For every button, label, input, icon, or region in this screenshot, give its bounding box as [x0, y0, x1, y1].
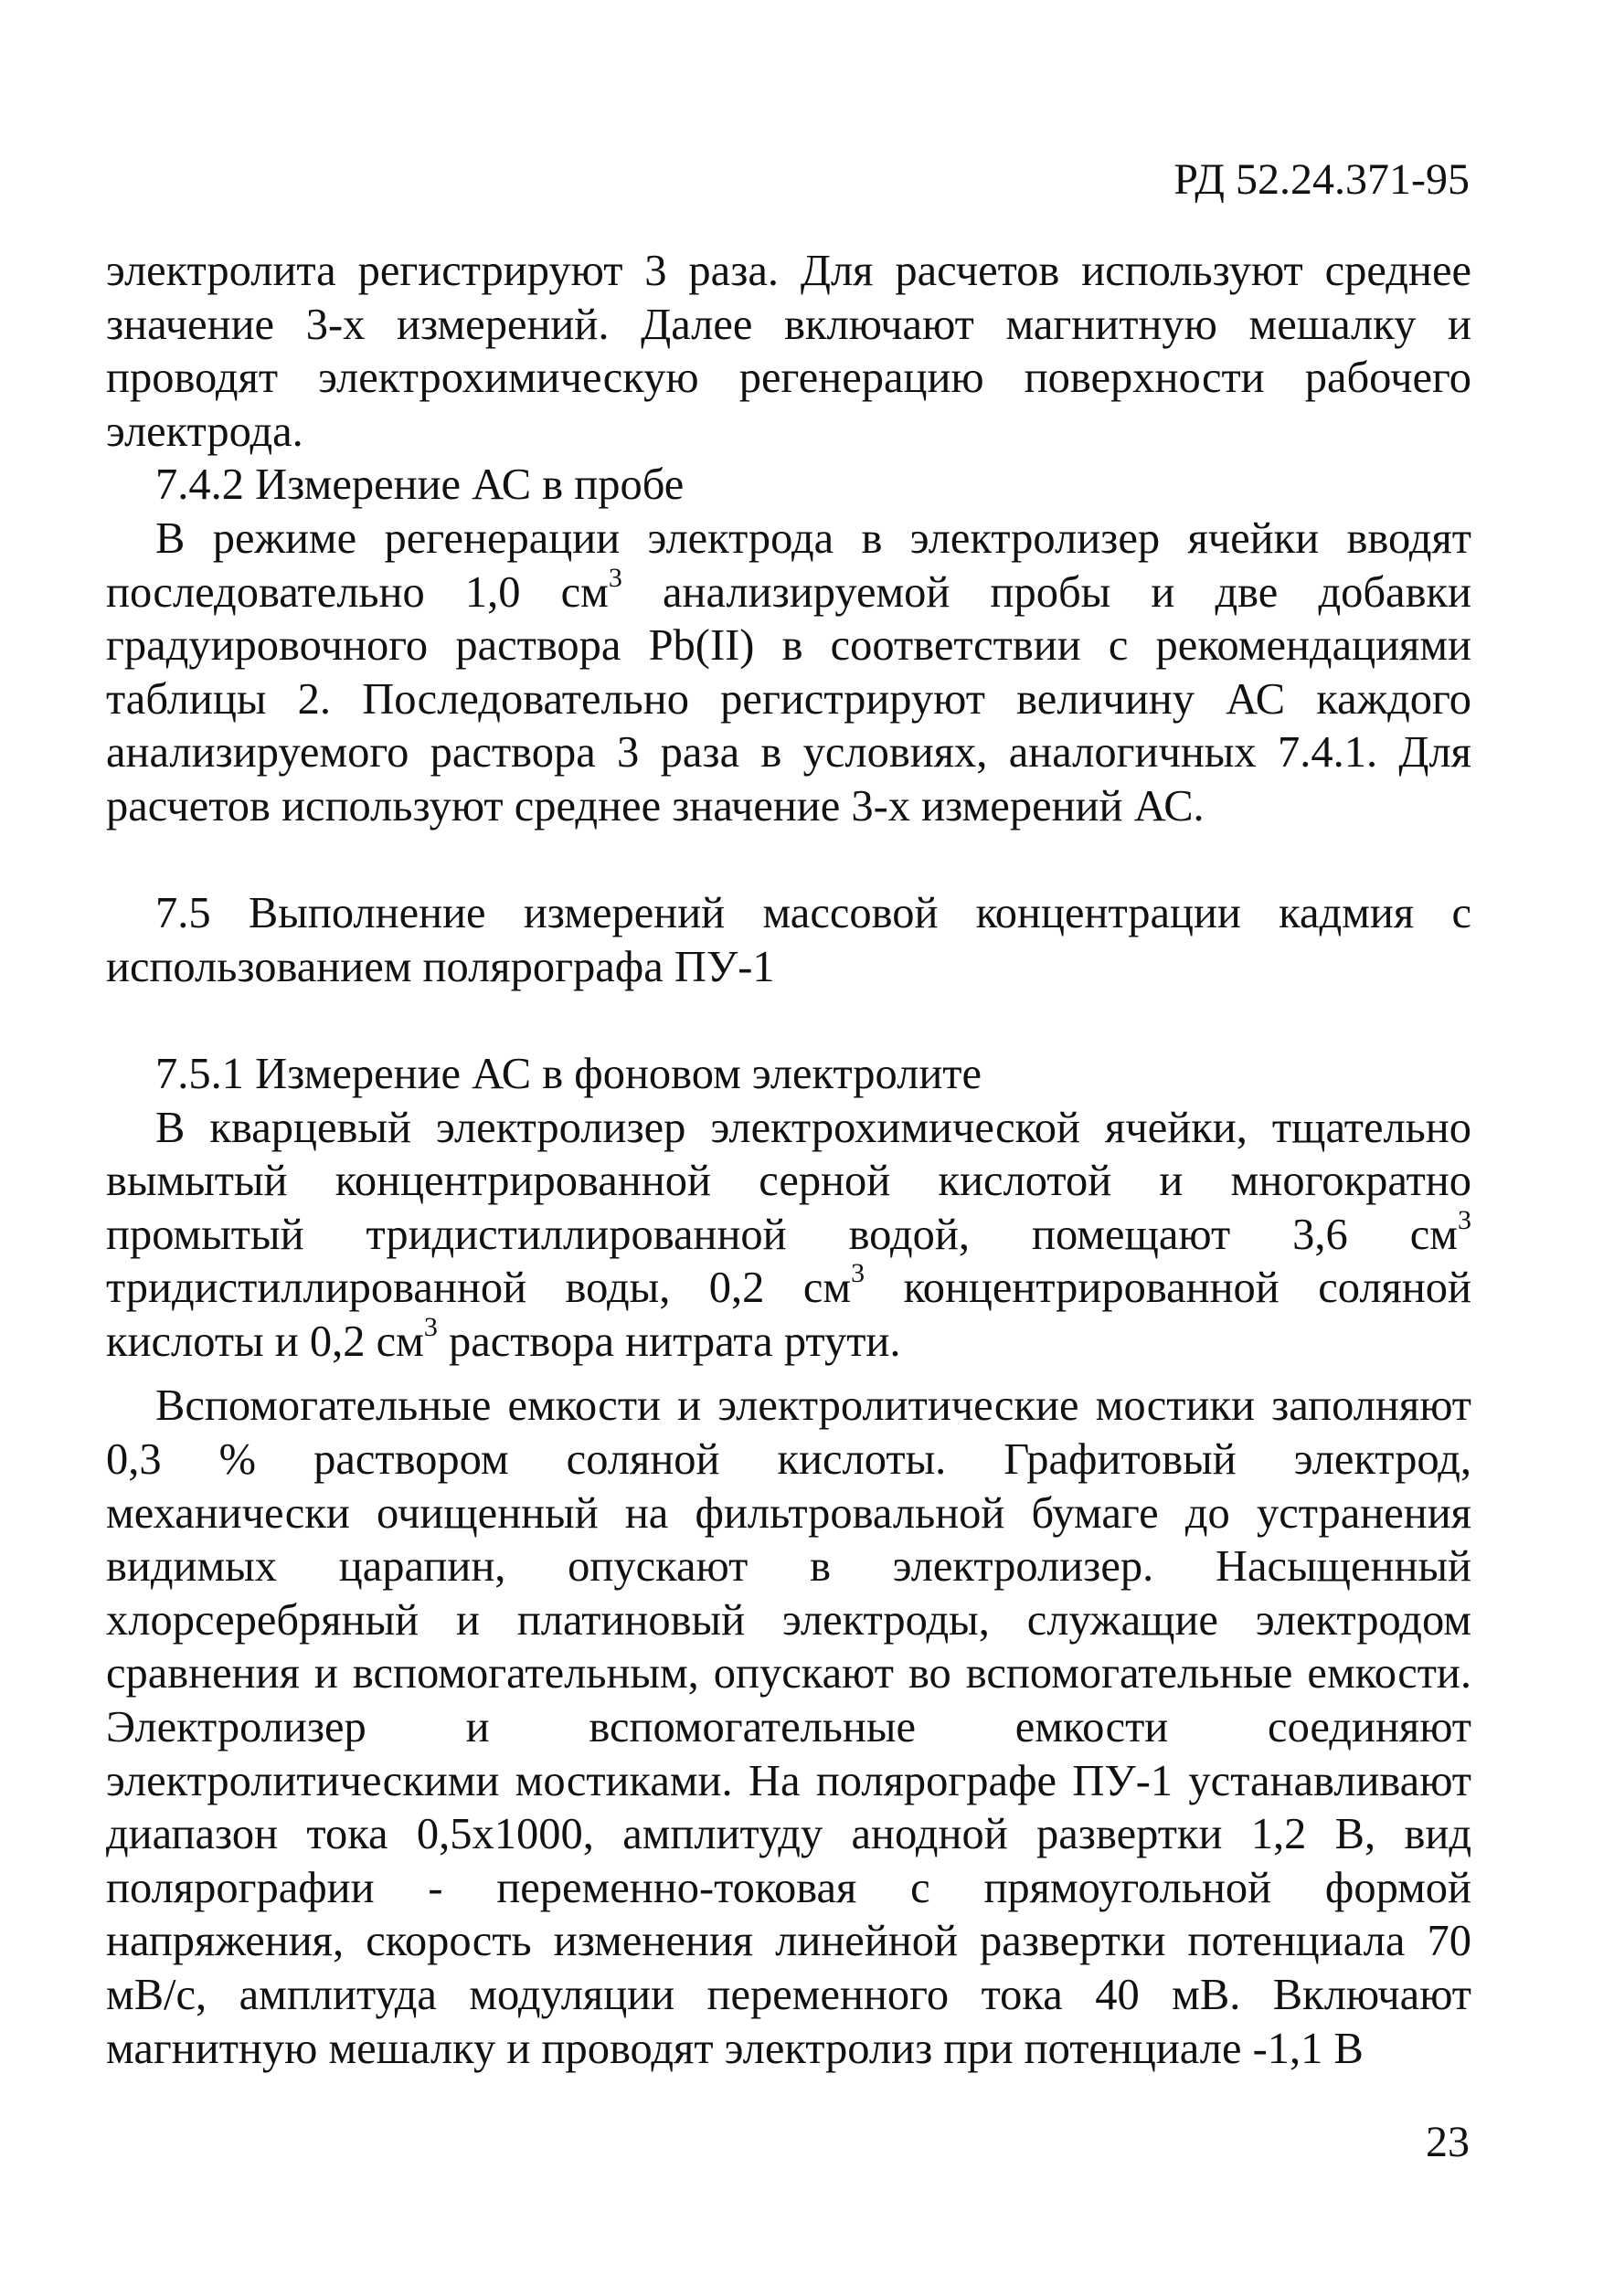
page-number: 23 [1426, 2118, 1470, 2166]
text-line: использованием полярографа ПУ-1 [106, 942, 775, 991]
paragraph-continuation [106, 245, 1471, 459]
text-line: хлорсеребряный и платиновый электроды, служащие электродом [106, 1595, 1471, 1645]
text-line: В режиме регенерации электрода в электролизер ячейки вводят [155, 513, 1471, 563]
text-fragment: концентрированной соляной [865, 1264, 1472, 1313]
text-line: градуировочного раствора Pb(II) в соответствии с рекомендациями [106, 621, 1471, 671]
text-line: Электролизер и вспомогательные емкости соединяют [106, 1703, 1471, 1752]
text-fragment: анализируемой пробы и две добавки [621, 567, 1471, 617]
text-line: вымытый концентрированной серной кислотой и многократно [106, 1157, 1471, 1206]
text-line: В кварцевый электролизер электрохимической ячейки, тщательно [155, 1103, 1471, 1152]
text-line: электролитическими мостиками. На полярографе ПУ-1 устанавливают [106, 1756, 1471, 1805]
text-line: 0,3 % раствором соляной кислоты. Графитовый электрод, [106, 1435, 1471, 1485]
text-line: напряжения, скорость изменения линейной развертки потенциала 70 [106, 1917, 1471, 1966]
text-fragment: тридистиллированной воды, 0,2 см [106, 1264, 852, 1313]
text-line: механически очищенный на фильтровальной бумаге до устранения [106, 1488, 1471, 1538]
superscript: 3 [423, 1311, 438, 1342]
text-fragment: последовательно 1,0 см [106, 567, 609, 617]
section-heading-7-4-2: 7.4.2 Измерение АС в пробе [155, 460, 685, 510]
text-line: диапазон тока 0,5х1000, амплитуду анодной развертки 1,2 В, вид [106, 1810, 1471, 1859]
spacer [106, 1369, 1471, 1380]
text-line: магнитную мешалку и проводят электролиз при потенциале -1,1 В [106, 2024, 1364, 2073]
text-fragment: раствора нитрата ртути. [437, 1317, 901, 1366]
document-code-header: РД 52.24.371-95 [1173, 155, 1470, 204]
text-line: Вспомогательные емкости и электролитические мостики заполняют [155, 1381, 1471, 1431]
text-line: электролита регистрируют 3 раза. Для расчетов используют среднее [106, 247, 1471, 295]
text-line: видимых царапин, опускают в электролизер. Насыщенный [106, 1542, 1471, 1592]
text-line: 7.5 Выполнение измерений массовой концентрации кадмия с [155, 889, 1471, 938]
paragraph-sample-measurement [106, 513, 1471, 834]
section-heading-7-5-1: 7.5.1 Измерение АС в фоновом электролите [155, 1049, 982, 1098]
text-line [106, 1311, 1471, 1370]
superscript: 3 [851, 1258, 865, 1289]
text-line: электрода. [106, 407, 303, 456]
text-line: расчетов используют среднее значение 3-х измерений АС. [106, 781, 1205, 831]
text-line [106, 562, 1471, 620]
text-line: анализируемого раствора 3 раза в условиях, аналогичных 7.4.1. Для [106, 728, 1471, 778]
paragraph-auxiliary-vessels [106, 1380, 1471, 2076]
text-line: полярографии - переменно-токовая с прямоугольной формой [106, 1863, 1471, 1912]
text-line: значение 3-х измерений. Далее включают магнитную мешалку и [106, 300, 1471, 349]
spacer [106, 994, 1471, 1048]
text-fragment: промытый тридистиллированной водой, помещают 3,6 см [106, 1210, 1458, 1259]
text-line: сравнения и вспомогательным, опускают во вспомогательные емкости. [106, 1649, 1471, 1698]
superscript: 3 [608, 562, 622, 593]
text-line [106, 1258, 1472, 1316]
superscript: 3 [1458, 1204, 1471, 1235]
spacer [106, 834, 1471, 888]
text-line: мВ/с, амплитуда модуляции переменного тока 40 мВ. Включают [106, 1971, 1471, 2019]
text-line [106, 1204, 1471, 1263]
text-fragment: кислоты и 0,2 см [106, 1317, 424, 1366]
text-line: проводят электрохимическую регенерацию поверхности рабочего [106, 354, 1471, 403]
document-body [106, 245, 1471, 2076]
section-heading-7-5 [106, 887, 1471, 994]
paragraph-background-electrolyte [106, 1102, 1471, 1370]
text-line: таблицы 2. Последовательно регистрируют величину АС каждого [106, 674, 1471, 724]
